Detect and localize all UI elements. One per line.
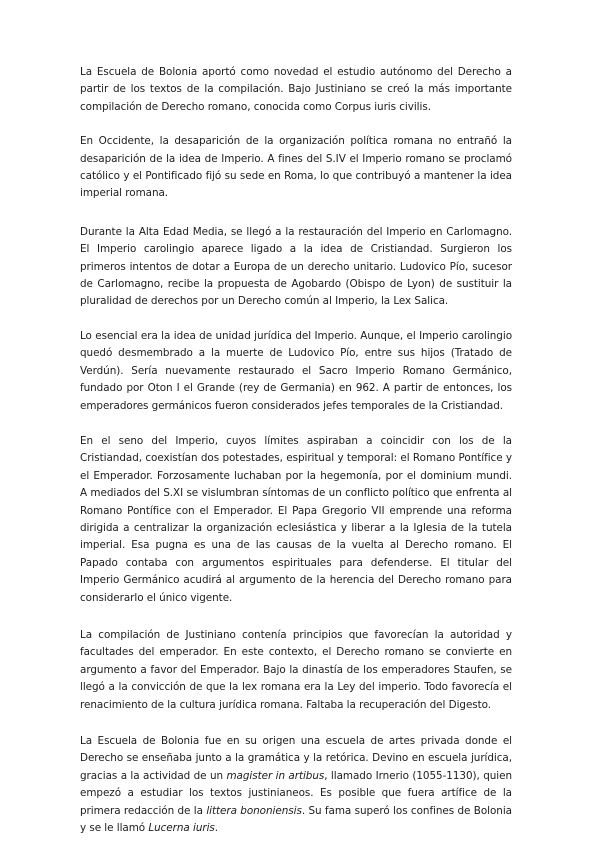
body-text xyxy=(80,64,512,854)
paragraph-7-text-1: La Escuela de Bolonia fue en su origen una escuela de artes privada donde el Derecho se enseñaba junto a la gramática y la retórica. Devino en escuela jurídica, gracias a la actividad de un xyxy=(80,735,512,782)
paragraph-1: La Escuela de Bolonia aportó como novedad el estudio autónomo del Derecho a partir de los textos de la compilación. Bajo Justiniano se creó la más importante compilación de Derecho romano, conocida como Corpus iuris civilis. xyxy=(80,66,512,113)
magister-term: magister in artibus xyxy=(226,769,325,782)
littera-term: littera bononiensis xyxy=(206,804,302,817)
paragraph-6: La compilación de Justiniano contenía principios que favorecían la autoridad y facultades del emperador. En este contexto, el Derecho romano se convierte en argumento a favor del Emperador. Bajo la dinastía de los emperadores Staufen, se llegó a la convicción de que la lex romana era la Ley del imperio. Todo favorecía el renacimiento de la cultura jurídica romana. Faltaba la recuperación del Digesto. xyxy=(80,628,512,711)
paragraph-4: Lo esencial era la idea de unidad jurídica del Imperio. Aunque, el Imperio carolingio quedó desmembrado a la muerte de Ludovico Pío, entre sus hijos (Tratado de Verdún). Sería nuevamente restaurado el Sacro Imperio Romano Germánico, fundado por Oton I el Grande (rey de Germania) en 962. A partir de entonces, los emperadores germánicos fueron considerados jefes temporales de la Cristiandad. xyxy=(80,329,512,412)
paragraph-7-text-2: , llamado Irnerio (1055-1130), quien empezó a estudiar los textos justinianeos. Es posible que fuera artífice de la primera redacción de la xyxy=(80,769,512,817)
paragraph-7-text-4: . xyxy=(214,822,219,835)
paragraph-2: En Occidente, la desaparición de la organización política romana no entrañó la desaparición de la idea de Imperio. A fines del S.IV el Imperio romano se proclamó católico y el Pontificado fijó su sede en Roma, lo que contribuyó a mantener la idea imperial romana. xyxy=(80,135,512,200)
paragraph-7 xyxy=(80,733,512,837)
lucerna-term: Lucerna iuris xyxy=(148,822,215,835)
paragraph-7-text-3: . Su fama superó los confines de Bolonia y se le llamó xyxy=(80,804,512,835)
paragraph-5: En el seno del Imperio, cuyos límites aspiraban a coincidir con los de la Cristiandad, coexistían dos potestades, espiritual y temporal: el Romano Pontífice y el Emperador. Forzosamente luchaban por la hegemonía, por el dominium mundi. A mediados del S.XI se vislumbran síntomas de un conflicto político que enfrenta al Romano Pontífice con el Emperador. El Papa Gregorio VII emprende una reforma dirigida a centralizar la organización eclesiástica y liberar a la Iglesia de la tutela imperial. Esa pugna es una de las causas de la vuelta al Derecho romano. El Papado contaba con argumentos espirituales para defenderse. El titular del Imperio Germánico acudirá al argumento de la herencia del Derecho romano para considerarlo el único vigente. xyxy=(80,434,512,604)
paragraph-3: Durante la Alta Edad Media, se llegó a la restauración del Imperio en Carlomagno. El Imperio carolingio aparece ligado a la idea de Cristiandad. Surgieron los primeros intentos de dotar a Europa de un derecho unitario. Ludovico Pío, sucesor de Carlomagno, recibe la propuesta de Agobardo (Obispo de Lyon) de sustituir la pluralidad de derechos por un Derecho común al Imperio, la Lex Salica. xyxy=(80,225,512,308)
